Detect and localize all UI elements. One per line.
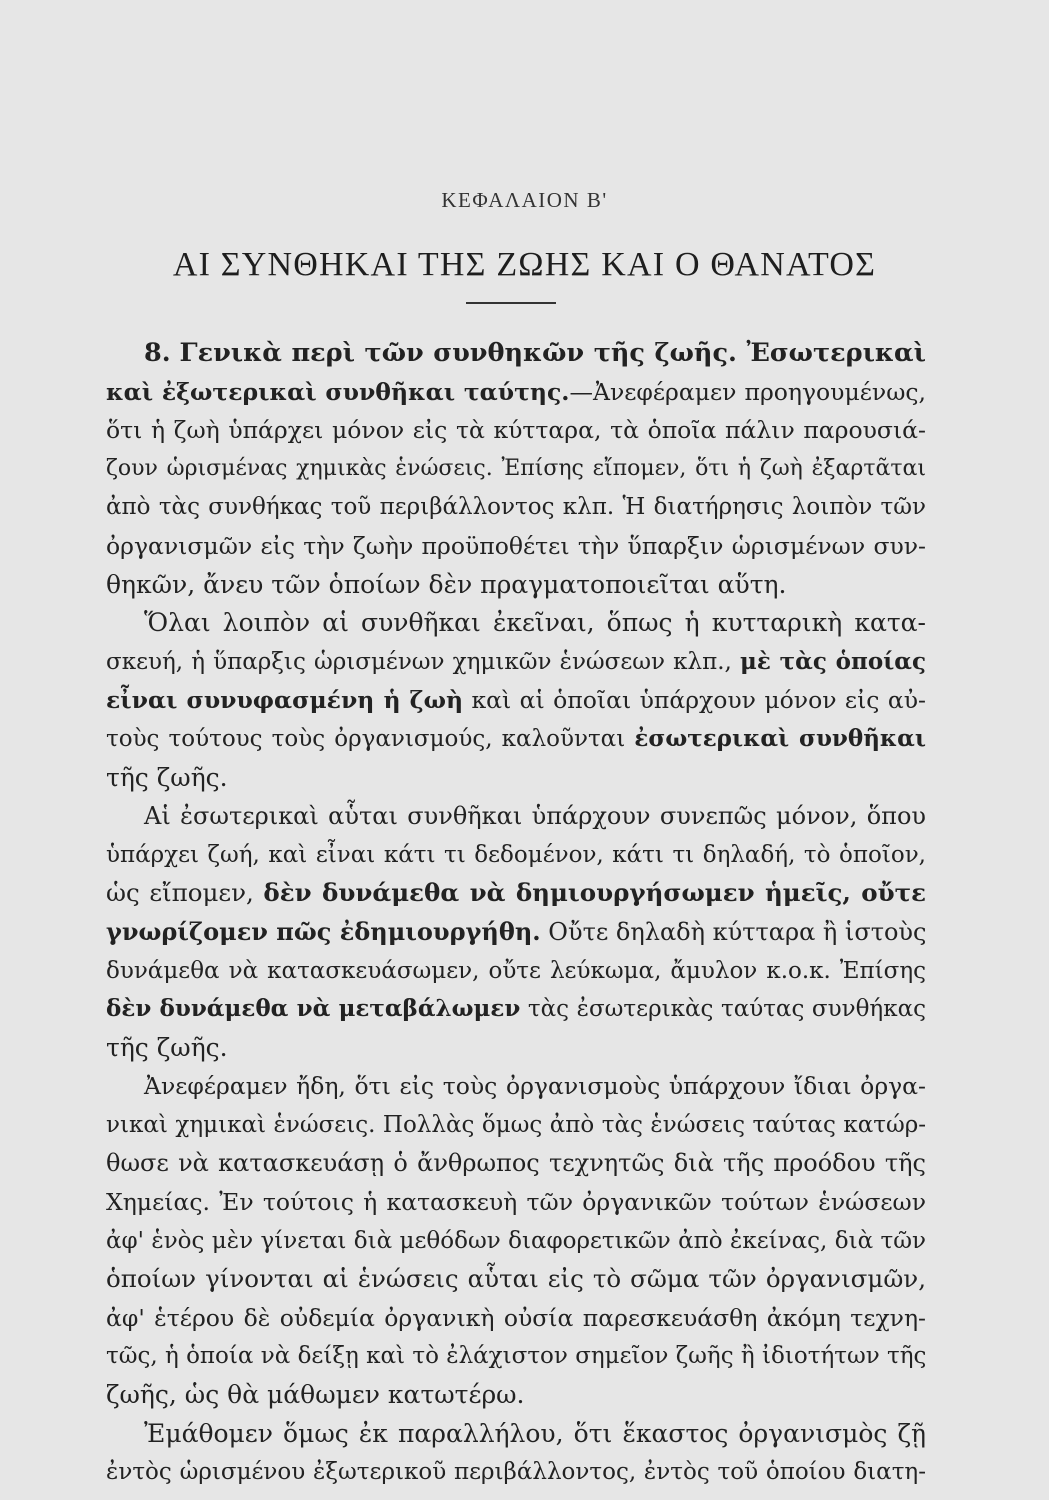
text-line: ζουν ὡρισμένας χημικὰς ἑνώσεις. Ἐπίσης εἴπομεν, ὅτι ἡ ζωὴ ἐξαρτᾶται — [106, 455, 926, 481]
section-heading-cont: καὶ ἐξωτερικαὶ συνθῆκαι ταύτης. — [106, 377, 570, 406]
text-line: ὀργανισμῶν εἰς τὴν ζωὴν προϋποθέτει τὴν ὕπαρξιν ὡρισμένων συν- — [106, 531, 926, 560]
text-line: ὡς εἴπομεν, δὲν δυνάμεθα νὰ δημιουργήσωμεν ἡμεῖς, οὔτε — [106, 878, 926, 908]
text-line: ἀφ' ἑνὸς μὲν γίνεται διὰ μεθόδων διαφορετικῶν ἀπὸ ἐκείνας, διὰ τῶν — [106, 1227, 926, 1254]
text-line: Χημείας. Ἐν τούτοις ἡ κατασκευὴ τῶν ὀργανικῶν τούτων ἑνώσεων — [106, 1188, 926, 1217]
text-line: Ὅλαι λοιπὸν αἱ συνθῆκαι ἐκεῖναι, ὅπως ἡ κυτταρικὴ κατα- — [144, 608, 926, 638]
text-line: Αἱ ἐσωτερικαὶ αὗται συνθῆκαι ὑπάρχουν συνεπῶς μόνον, ὅπου — [144, 802, 926, 831]
title-divider — [466, 302, 556, 304]
text-line: τῆς ζωῆς. — [106, 762, 228, 792]
text-line: καὶ ἐξωτερικαὶ συνθῆκαι ταύτης.—Ἀνεφέραμεν προηγουμένως, — [106, 377, 926, 406]
text-line: ἀφ' ἑτέρου δὲ οὐδεμία ὀργανικὴ οὐσία παρεσκευάσθη ἀκόμη τεχνη- — [106, 1303, 926, 1332]
text-line: θηκῶν, ἄνευ τῶν ὁποίων δὲν πραγματοποιεῖται αὕτη. — [106, 569, 787, 599]
text-line: ἀπὸ τὰς συνθήκας τοῦ περιβάλλοντος κλπ. Ἡ διατήρησις λοιπὸν τῶν — [106, 494, 926, 521]
text-line: ὁποίων γίνονται αἱ ἑνώσεις αὗται εἰς τὸ σῶμα τῶν ὀργανισμῶν, — [106, 1264, 926, 1294]
text-line: δὲν δυνάμεθα νὰ μεταβάλωμεν τὰς ἐσωτερικὰς ταύτας συνθήκας — [106, 995, 926, 1023]
text-line: ἐντὸς ὡρισμένου ἐξωτερικοῦ περιβάλλοντος, ἐντὸς τοῦ ὁποίου διατη- — [106, 1459, 926, 1486]
text-line: εἶναι συνυφασμένη ἡ ζωὴ καὶ αἱ ὁποῖαι ὑπάρχουν μόνον εἰς αὐ- — [106, 686, 926, 715]
text-line: ζωῆς, ὡς θὰ μάθωμεν κατωτέρω. — [106, 1380, 525, 1410]
section-number: 8. — [144, 338, 171, 368]
text-line: δυνάμεθα νὰ κατασκευάσωμεν, οὔτε λεύκωμα, ἄμυλον κ.ο.κ. Ἐπίσης — [106, 957, 926, 984]
text-line: γνωρίζομεν πῶς ἐδημιουργήθη. Οὔτε δηλαδὴ κύτταρα ἢ ἱστοὺς — [106, 916, 926, 946]
body-text — [106, 334, 926, 1492]
text-line: σκευή, ἡ ὕπαρξις ὡρισμένων χημικῶν ἑνώσεων κλπ., μὲ τὰς ὁποίας — [106, 647, 926, 675]
text-line: τῆς ζωῆς. — [106, 1032, 228, 1062]
text-line: Ἐμάθομεν ὅμως ἐκ παραλλήλου, ὅτι ἕκαστος ὀργανισμὸς ζῇ — [144, 1418, 926, 1448]
text-line: ὑπάρχει ζωή, καὶ εἶναι κάτι τι δεδομένον, κάτι τι δηλαδή, τὸ ὁποῖον, — [106, 841, 926, 868]
chapter-title: ΑΙ ΣΥΝΘΗΚΑΙ ΤΗΣ ΖΩΗΣ ΚΑΙ Ο ΘΑΝΑΤΟΣ — [172, 246, 877, 283]
text-line: νικαὶ χημικαὶ ἑνώσεις. Πολλὰς ὅμως ἀπὸ τὰς ἑνώσεις ταύτας κατώρ- — [106, 1111, 926, 1138]
text-line: ὅτι ἡ ζωὴ ὑπάρχει μόνον εἰς τὰ κύτταρα, τὰ ὁποῖα πάλιν παρουσιά- — [106, 416, 926, 445]
text-line: Ἀνεφέραμεν ἤδη, ὅτι εἰς τοὺς ὀργανισμοὺς ὑπάρχουν ἴδιαι ὀργα- — [144, 1072, 926, 1101]
section-heading-line — [106, 334, 926, 373]
text-line: τοὺς τούτους τοὺς ὀργανισμούς, καλοῦνται ἐσωτερικαὶ συνθῆκαι — [106, 724, 926, 752]
text-line: τῶς, ἡ ὁποία νὰ δείξῃ καὶ τὸ ἐλάχιστον σημεῖον ζωῆς ἢ ἰδιοτήτων τῆς — [106, 1343, 926, 1370]
section-heading: Γενικὰ περὶ τῶν συνθηκῶν τῆς ζωῆς. Ἐσωτερικαὶ — [179, 338, 926, 368]
text-line: θωσε νὰ κατασκευάσῃ ὁ ἄνθρωπος τεχνητῶς διὰ τῆς προόδου τῆς — [106, 1149, 926, 1178]
chapter-heading: ΚΕΦΑΛΑΙΟΝ Β' — [441, 188, 608, 212]
